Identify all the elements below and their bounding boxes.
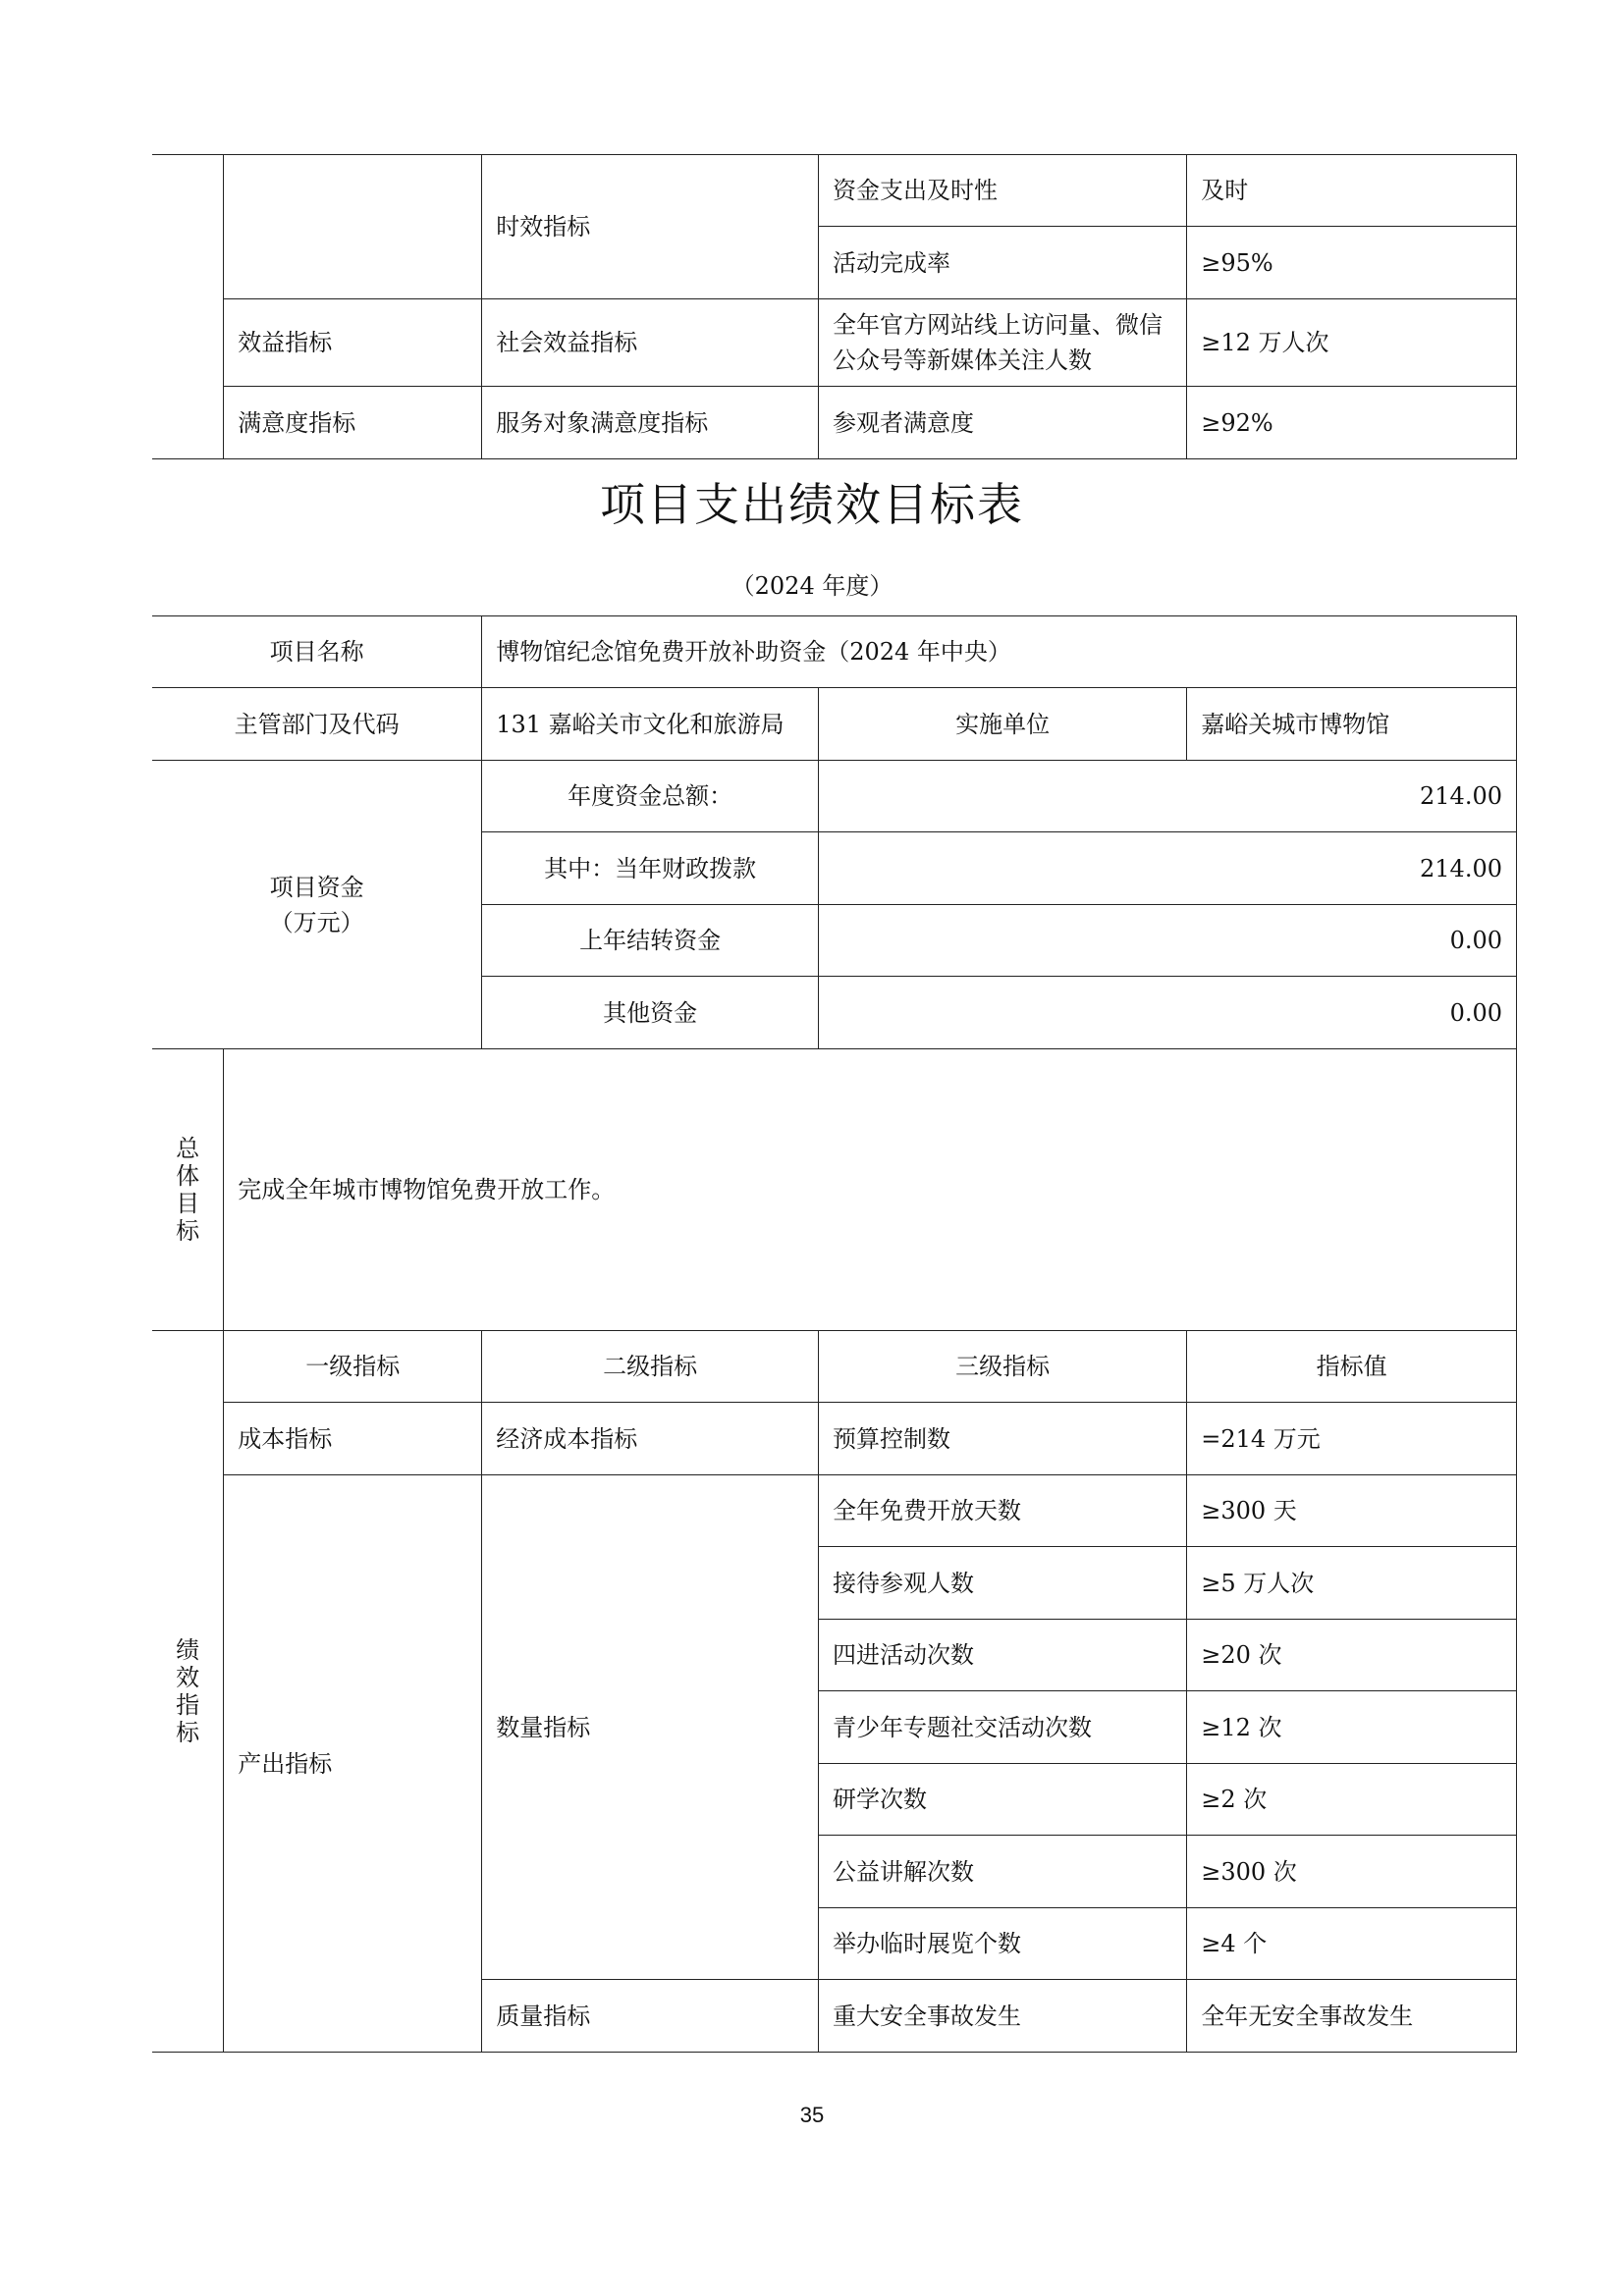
quantity-value: ≥5 万人次: [1187, 1547, 1517, 1620]
quantity-level2: 数量指标: [482, 1475, 819, 1980]
fund-row-label: 其他资金: [482, 977, 819, 1049]
quantity-level3: 全年免费开放天数: [819, 1475, 1187, 1547]
fund-row-value: 214.00: [819, 761, 1517, 832]
quantity-level3: 四进活动次数: [819, 1620, 1187, 1691]
quality-level3: 重大安全事故发生: [819, 1980, 1187, 2053]
header-level1: 一级指标: [224, 1331, 482, 1403]
level3-cell: 参观者满意度: [819, 387, 1187, 459]
level1-cell: 效益指标: [224, 299, 482, 387]
quantity-level3: 公益讲解次数: [819, 1836, 1187, 1908]
fund-row-label: 上年结转资金: [482, 905, 819, 977]
quantity-level3: 举办临时展览个数: [819, 1908, 1187, 1980]
level3-cell: 活动完成率: [819, 227, 1187, 299]
cost-value: =214 万元: [1187, 1403, 1517, 1475]
quantity-value: ≥2 次: [1187, 1764, 1517, 1836]
quantity-value: ≥20 次: [1187, 1620, 1517, 1691]
header-level2: 二级指标: [482, 1331, 819, 1403]
cost-level3: 预算控制数: [819, 1403, 1187, 1475]
value-cell: ≥95%: [1187, 227, 1517, 299]
level1-cell: 满意度指标: [224, 387, 482, 459]
dept-value: 131 嘉峪关市文化和旅游局: [482, 688, 819, 761]
performance-label-cell: [152, 155, 224, 459]
funds-label-line1: 项目资金: [269, 873, 364, 901]
fund-row-label: 其中：当年财政拨款: [482, 832, 819, 905]
cost-level1: 成本指标: [224, 1403, 482, 1475]
header-value: 指标值: [1187, 1331, 1517, 1403]
performance-indicator-label: [152, 1331, 224, 2053]
funds-label: [152, 761, 482, 1049]
performance-indicator-label-text: 绩效指标: [176, 1636, 200, 1746]
quantity-level3: 研学次数: [819, 1764, 1187, 1836]
quality-value: 全年无安全事故发生: [1187, 1980, 1517, 2053]
value-cell: ≥12 万人次: [1187, 299, 1517, 387]
funds-label-line2: （万元）: [269, 908, 364, 936]
page-title: 项目支出绩效目标表: [600, 478, 1024, 531]
header-level3: 三级指标: [819, 1331, 1187, 1403]
performance-target-table: [152, 615, 1517, 2053]
project-name-label: 项目名称: [152, 616, 482, 688]
quantity-value: ≥12 次: [1187, 1691, 1517, 1764]
value-cell: 及时: [1187, 155, 1517, 227]
overall-goal-label-text: 总体目标: [176, 1135, 200, 1245]
fund-row-value: 0.00: [819, 977, 1517, 1049]
quantity-level3: 青少年专题社交活动次数: [819, 1691, 1187, 1764]
page-subtitle: （2024 年度）: [731, 572, 893, 600]
quantity-value: ≥4 个: [1187, 1908, 1517, 1980]
continued-indicator-table: [152, 154, 1517, 459]
dept-label: 主管部门及代码: [152, 688, 482, 761]
fund-row-value: 214.00: [819, 832, 1517, 905]
impl-label: 实施单位: [819, 688, 1187, 761]
quantity-value: ≥300 次: [1187, 1836, 1517, 1908]
level3-cell: 资金支出及时性: [819, 155, 1187, 227]
level3-cell: 全年官方网站线上访问量、微信公众号等新媒体关注人数: [819, 299, 1187, 387]
overall-goal-text: 完成全年城市博物馆免费开放工作。: [224, 1049, 1517, 1331]
quantity-level3: 接待参观人数: [819, 1547, 1187, 1620]
level2-cell: 时效指标: [482, 155, 819, 299]
page-number: 35: [799, 2103, 825, 2127]
fund-row-value: 0.00: [819, 905, 1517, 977]
level1-empty-cell: [224, 155, 482, 299]
fund-row-label: 年度资金总额：: [482, 761, 819, 832]
project-name-value: 博物馆纪念馆免费开放补助资金（2024 年中央）: [482, 616, 1517, 688]
value-cell: ≥92%: [1187, 387, 1517, 459]
overall-goal-label: [152, 1049, 224, 1331]
cost-level2: 经济成本指标: [482, 1403, 819, 1475]
level2-cell: 服务对象满意度指标: [482, 387, 819, 459]
impl-value: 嘉峪关城市博物馆: [1187, 688, 1517, 761]
output-level1: 产出指标: [224, 1475, 482, 2053]
level2-cell: 社会效益指标: [482, 299, 819, 387]
quality-level2: 质量指标: [482, 1980, 819, 2053]
quantity-value: ≥300 天: [1187, 1475, 1517, 1547]
